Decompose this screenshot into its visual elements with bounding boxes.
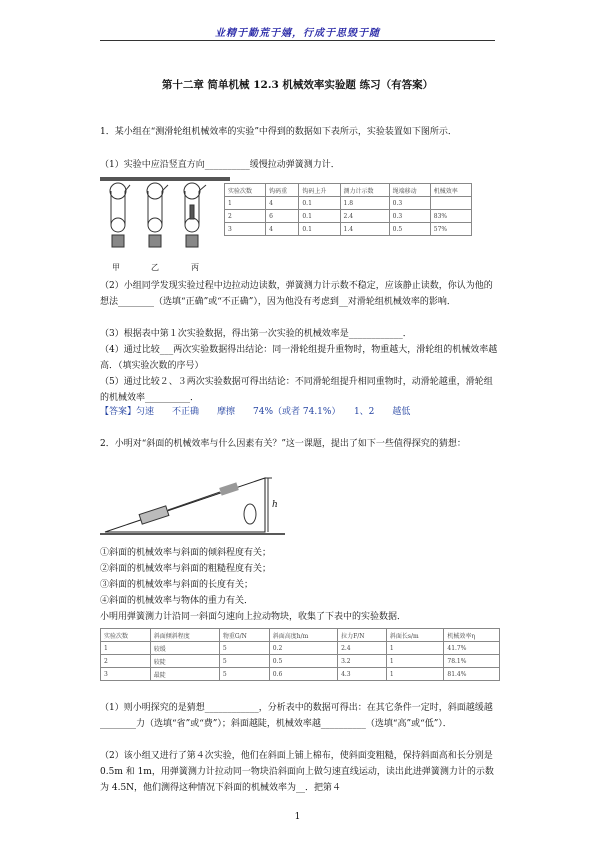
table-cell: 78.1% xyxy=(444,655,500,668)
table-cell: 物重G/N xyxy=(219,629,269,642)
q2-intro: 小明用弹簧测力计沿同一斜面匀速向上拉动物块，收集了下表中的实验数据． xyxy=(100,612,407,622)
table-cell: 2 xyxy=(225,210,266,223)
q2-guess-1: ①斜面的机械效率与斜面的倾斜程度有关； xyxy=(100,548,272,558)
page-number: 1 xyxy=(294,812,301,822)
table-cell: 斜面高度h/m xyxy=(269,629,337,642)
table-cell: 83% xyxy=(430,210,471,223)
table-cell: 5 xyxy=(219,655,269,668)
q1-part4: （4）通过比较___两次实验数据得出结论：同一滑轮组提升重物时，物重越大，滑轮组的机械效率越高．（填实验次数的序号） xyxy=(100,345,498,371)
q1-part3: （3）根据表中第１次实验数据，得出第一次实验的机械效率是____________． xyxy=(100,329,412,339)
table-cell: 0.6 xyxy=(269,668,337,681)
table-cell: 57% xyxy=(430,223,471,236)
q2-guess-3: ③斜面的机械效率与斜面的长度有关； xyxy=(100,580,254,590)
table-cell: 拉力F/N xyxy=(338,629,387,642)
table-cell: 1 xyxy=(386,642,443,655)
table-cell: 2.4 xyxy=(340,210,389,223)
table-cell: 0.2 xyxy=(269,642,337,655)
q1-answer: 【答案】匀速 不正确 摩擦 74%（或者 74.1%） 1、2 越低 xyxy=(100,407,411,417)
height-label: h xyxy=(272,500,278,510)
q1-part1: （1）实验中应沿竖直方向__________缓慢拉动弹簧测力计． xyxy=(100,160,340,170)
page-title: 第十二章 简单机械 12.3 机械效率实验题 练习（有答案） xyxy=(161,79,434,91)
figure-label-yi: 乙 xyxy=(151,263,159,272)
table-cell: 0.1 xyxy=(299,210,340,223)
figure-label-jia: 甲 xyxy=(112,263,120,272)
q1-part5: （5）通过比较２、３两次实验数据可得出结论：不同滑轮组提升相同重物时，动滑轮越重，滑轮组的机械效率__________． xyxy=(100,377,493,403)
table-cell: 机械效率η xyxy=(444,629,500,642)
table-cell: 斜面倾斜程度 xyxy=(150,629,219,642)
q2-guess-4: ④斜面的机械效率与物体的重力有关． xyxy=(100,596,254,606)
table-cell: 0.5 xyxy=(269,655,337,668)
table-cell: 1 xyxy=(386,655,443,668)
table-cell xyxy=(430,197,471,210)
header-slogan: 业精于勤荒于嬉，行成于思毁于随 xyxy=(215,28,380,39)
q2-guess-2: ②斜面的机械效率与斜面的粗糙程度有关； xyxy=(100,564,272,574)
incline-figure xyxy=(100,470,285,545)
table-cell: 2.4 xyxy=(338,642,387,655)
table-cell: 1 xyxy=(101,642,151,655)
table-cell: 0.1 xyxy=(299,197,340,210)
q2-part2: （2）该小组又进行了第４次实验，他们在斜面上铺上棉布，使斜面变粗糙，保持斜面高和长分别是 0.5m 和 1m，用弹簧测力计拉动同一物块沿斜面向上做匀速直线运动，读出此进弹簧测力计的示数为 4.5N，他们测得这种情况下斜面的机械效率为__．把第４ xyxy=(100,751,494,793)
q1-stem: 1．某小组在“测滑轮组机械效率的实验”中得到的数据如下表所示，实验装置如下图所示． xyxy=(100,127,457,137)
table-cell: 较缓 xyxy=(150,642,219,655)
table-cell: 0.3 xyxy=(389,197,430,210)
table-cell: 绳端移动 xyxy=(389,184,430,197)
table-cell: 1 xyxy=(225,197,266,210)
table-cell: 4 xyxy=(266,197,299,210)
q2-stem: 2．小明对“斜面的机械效率与什么因素有关？”这一课题，提出了如下一些值得探究的猜想： xyxy=(100,439,466,449)
table-cell: 6 xyxy=(266,210,299,223)
table-cell: 4.3 xyxy=(338,668,387,681)
table-cell: 测力计示数 xyxy=(340,184,389,197)
q2-part1: （1）则小明探究的是猜想____________，分析表中的数据可得出：在其它条件一定时，斜面越缓越________力（选填“省”或“费”）；斜面越陡，机械效率越__________（选填“高”或“低”）． xyxy=(100,703,493,729)
header-rule xyxy=(100,40,495,41)
table-cell: 实验次数 xyxy=(101,629,151,642)
q1-part2: （2）小组同学发现实验过程中边拉动边读数，弹簧测力计示数不稳定，应该静止读数，你认为他的想法________（选填“正确”或“不正确”），因为他没有考虑到__对滑轮组机械效率的影响． xyxy=(100,281,493,307)
table-cell: 3 xyxy=(225,223,266,236)
incline-data-table xyxy=(100,628,500,681)
table-cell: 1 xyxy=(386,668,443,681)
table-cell: 钩码上升 xyxy=(299,184,340,197)
pulley-data-table xyxy=(224,183,472,236)
table-cell: 5 xyxy=(219,642,269,655)
table-cell: 0.3 xyxy=(389,210,430,223)
table-cell: 较陡 xyxy=(150,655,219,668)
table-cell: 钩码重 xyxy=(266,184,299,197)
figure-label-bing: 丙 xyxy=(191,263,199,272)
table-cell: 斜面长s/m xyxy=(386,629,443,642)
table-cell: 实验次数 xyxy=(225,184,266,197)
table-cell: 机械效率 xyxy=(430,184,471,197)
table-cell: 4 xyxy=(266,223,299,236)
table-cell: 41.7% xyxy=(444,642,500,655)
table-cell: 81.4% xyxy=(444,668,500,681)
table-cell: 0.5 xyxy=(389,223,430,236)
table-cell: 1.4 xyxy=(340,223,389,236)
table-cell: 0.1 xyxy=(299,223,340,236)
table-cell: 1.8 xyxy=(340,197,389,210)
table-cell: 3.2 xyxy=(338,655,387,668)
pulley-figure xyxy=(100,175,230,275)
table-cell: 3 xyxy=(101,668,151,681)
table-cell: 最陡 xyxy=(150,668,219,681)
table-cell: 5 xyxy=(219,668,269,681)
table-cell: 2 xyxy=(101,655,151,668)
